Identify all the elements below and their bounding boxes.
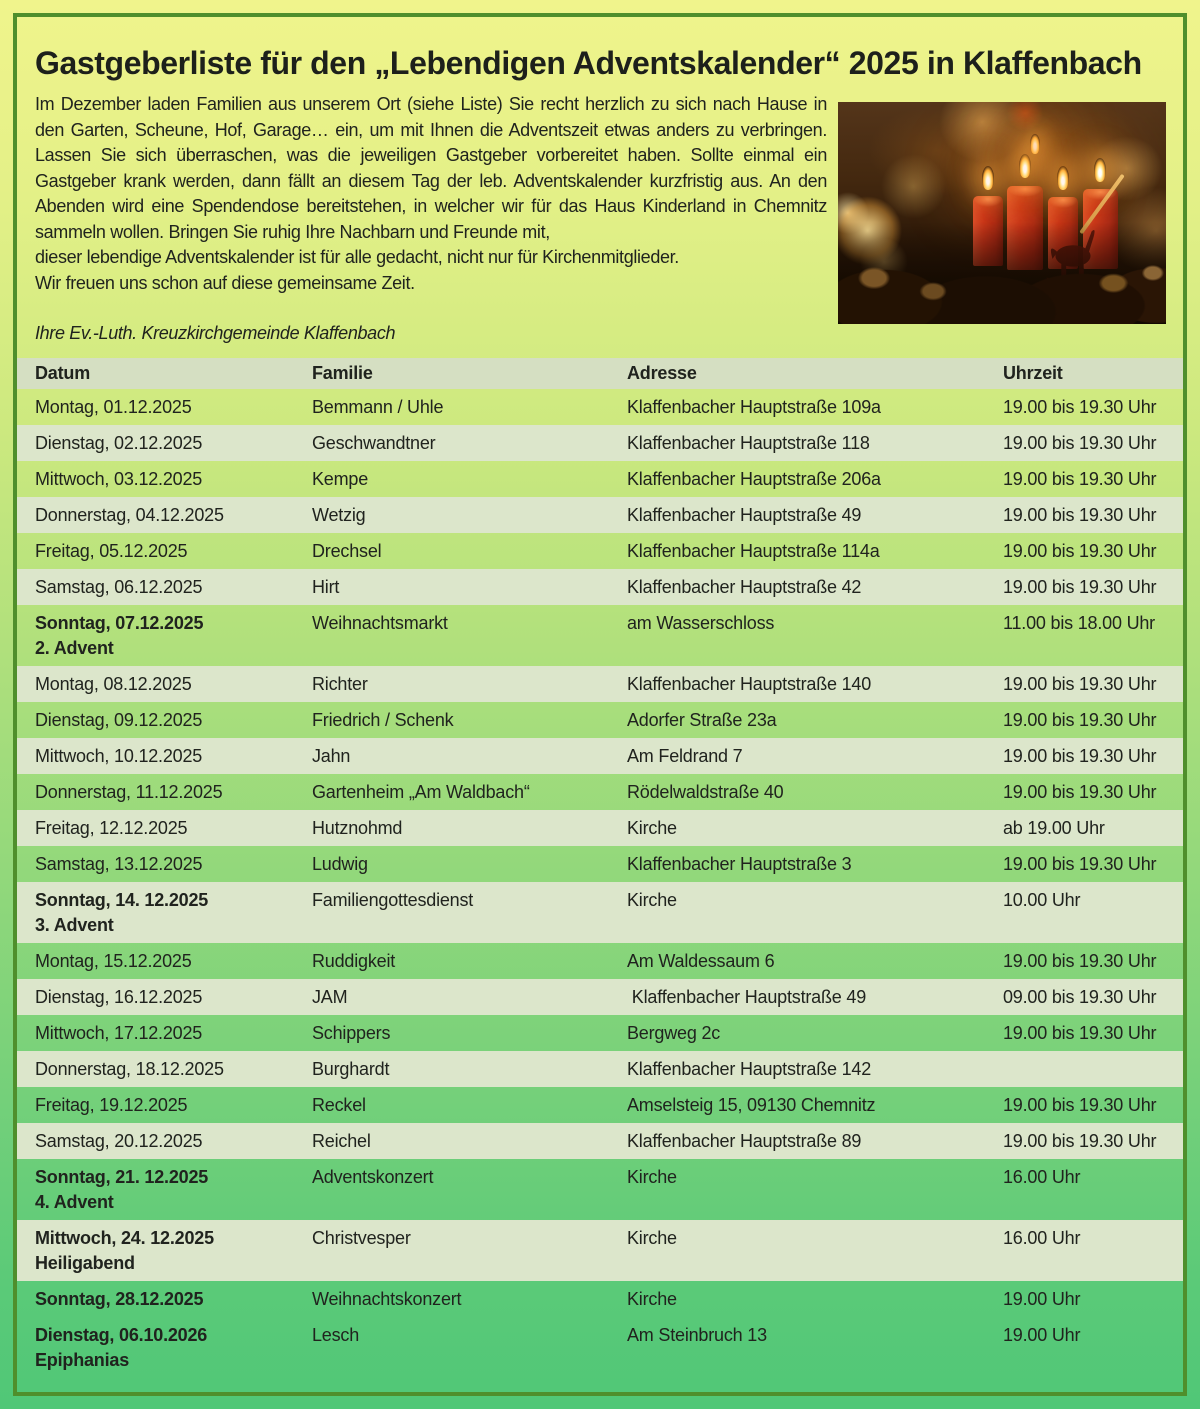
family-cell: Ludwig: [312, 853, 368, 874]
intro-section: [35, 92, 827, 347]
table-row: [17, 569, 1183, 605]
address-cell: Am Steinbruch 13: [627, 1324, 767, 1345]
table-row: [17, 1159, 1183, 1220]
date-cell: Montag, 15.12.2025: [35, 950, 192, 971]
time-cell: 19.00 bis 19.30 Uhr: [1003, 540, 1157, 561]
table-header-row: [17, 358, 1183, 389]
address-cell: Klaffenbacher Hauptstraße 3: [627, 853, 852, 874]
family-cell: Reckel: [312, 1094, 366, 1115]
table-body: [17, 389, 1183, 1378]
time-cell: 09.00 bis 19.30 Uhr: [1003, 986, 1157, 1007]
date-cell: Mittwoch, 03.12.2025: [35, 468, 203, 489]
address-cell: Adorfer Straße 23a: [627, 709, 777, 730]
time-cell: 19.00 bis 19.30 Uhr: [1003, 1094, 1157, 1115]
time-cell: 19.00 bis 19.30 Uhr: [1003, 1130, 1157, 1151]
time-cell: 19.00 bis 19.30 Uhr: [1003, 781, 1157, 802]
address-cell: Kirche: [627, 817, 677, 838]
time-cell: 10.00 Uhr: [1003, 889, 1081, 910]
date-cell: Samstag, 13.12.2025: [35, 853, 203, 874]
family-cell: Geschwandtner: [312, 432, 436, 453]
date-cell: Dienstag, 06.10.2026 Epiphanias: [35, 1324, 208, 1370]
time-cell: [1003, 1057, 1183, 1082]
time-cell: 19.00 bis 19.30 Uhr: [1003, 673, 1157, 694]
time-cell: 11.00 bis 18.00 Uhr: [1003, 612, 1155, 633]
table-row: [17, 389, 1183, 425]
time-cell: 19.00 bis 19.30 Uhr: [1003, 504, 1157, 525]
family-cell: Drechsel: [312, 540, 382, 561]
intro-line-2: dieser lebendige Adventskalender ist für alle gedacht, nicht nur für Kirchenmitglieder.: [35, 247, 679, 267]
family-cell: Burghardt: [312, 1058, 390, 1079]
candle-flame-icon: [982, 166, 994, 190]
header-datum: Datum: [35, 363, 91, 383]
host-table: [17, 358, 1183, 1378]
family-cell: Friedrich / Schenk: [312, 709, 454, 730]
date-cell: Samstag, 06.12.2025: [35, 576, 203, 597]
time-cell: 19.00 bis 19.30 Uhr: [1003, 396, 1157, 417]
table-row: [17, 846, 1183, 882]
header-adresse: Adresse: [627, 363, 697, 383]
table-row: [17, 1015, 1183, 1051]
signature-line: Ihre Ev.-Luth. Kreuzkirchgemeinde Klaffenbach: [35, 323, 396, 343]
candle-flame-icon: [1057, 166, 1069, 190]
family-cell: Christvesper: [312, 1227, 411, 1248]
time-cell: 19.00 bis 19.30 Uhr: [1003, 432, 1157, 453]
address-cell: Bergweg 2c: [627, 1022, 721, 1043]
family-cell: Bemmann / Uhle: [312, 396, 444, 417]
time-cell: ab 19.00 Uhr: [1003, 817, 1105, 838]
time-cell: 19.00 bis 19.30 Uhr: [1003, 745, 1157, 766]
address-cell: Rödelwaldstraße 40: [627, 781, 784, 802]
date-cell: Dienstag, 09.12.2025: [35, 709, 203, 730]
table-row: [17, 1051, 1183, 1087]
address-cell: Kirche: [627, 889, 677, 910]
address-cell: Klaffenbacher Hauptstraße 114a: [627, 540, 880, 561]
table-row: [17, 1123, 1183, 1159]
family-cell: Hirt: [312, 576, 340, 597]
address-cell: Klaffenbacher Hauptstraße 142: [627, 1058, 872, 1079]
date-cell: Donnerstag, 04.12.2025: [35, 504, 224, 525]
date-cell: Freitag, 12.12.2025: [35, 817, 188, 838]
page-title: Gastgeberliste für den „Lebendigen Adventskalender“ 2025 in Klaffenbach: [35, 45, 1142, 82]
family-cell: Jahn: [312, 745, 351, 766]
time-cell: 16.00 Uhr: [1003, 1166, 1081, 1187]
table-row: [17, 774, 1183, 810]
address-cell: Klaffenbacher Hauptstraße 49: [627, 504, 862, 525]
date-cell: Donnerstag, 11.12.2025: [35, 781, 223, 802]
date-cell: Montag, 01.12.2025: [35, 396, 192, 417]
table-row: [17, 810, 1183, 846]
family-cell: Adventskonzert: [312, 1166, 434, 1187]
date-cell: Sonntag, 07.12.2025 2. Advent: [35, 612, 204, 658]
date-cell: Mittwoch, 17.12.2025: [35, 1022, 203, 1043]
date-cell: Sonntag, 28.12.2025: [35, 1288, 204, 1309]
date-cell: Sonntag, 14. 12.2025 3. Advent: [35, 889, 209, 935]
header-uhrzeit: Uhrzeit: [1003, 363, 1063, 383]
address-cell: Klaffenbacher Hauptstraße 49: [627, 986, 867, 1007]
date-cell: Mittwoch, 24. 12.2025 Heiligabend: [35, 1227, 214, 1273]
date-cell: Mittwoch, 10.12.2025: [35, 745, 203, 766]
address-cell: Klaffenbacher Hauptstraße 118: [627, 432, 870, 453]
table-row: [17, 979, 1183, 1015]
family-cell: Wetzig: [312, 504, 366, 525]
family-cell: Ruddigkeit: [312, 950, 396, 971]
wreath-silhouette: [838, 222, 1166, 324]
date-cell: Dienstag, 02.12.2025: [35, 432, 203, 453]
time-cell: 16.00 Uhr: [1003, 1227, 1081, 1248]
time-cell: 19.00 bis 19.30 Uhr: [1003, 1022, 1157, 1043]
family-cell: Richter: [312, 673, 368, 694]
candle-flame-icon: [1094, 158, 1106, 182]
header-familie: Familie: [312, 363, 373, 383]
time-cell: 19.00 Uhr: [1003, 1324, 1081, 1345]
address-cell: Kirche: [627, 1227, 677, 1248]
family-cell: Lesch: [312, 1324, 360, 1345]
address-cell: Klaffenbacher Hauptstraße 206a: [627, 468, 881, 489]
table-row: [17, 497, 1183, 533]
table-row: [17, 1317, 1183, 1378]
table-row: [17, 738, 1183, 774]
intro-paragraph: Im Dezember laden Familien aus unserem Ort (siehe Liste) Sie recht herzlich zu sich nach Hause in den Garten, Scheune, Hof, Garage… ein, um mit Ihnen die Adventszeit etwas anders zu verbringen. Lassen Sie sich überraschen, was die jeweiligen Gastgeber vorbereitet haben. Sollte einmal ein Gastgeber krank werden, dann fällt an diesem Tag der leb. Adventskalender kurzfristig aus. An den Abenden wird eine Spendendose bereitstehen, in welcher wir für das Haus Kinderland in Chemnitz sammeln wollen. Bringen Sie ruhig Ihre Nachbarn und Freunde mit,: [35, 94, 827, 242]
intro-line-3: Wir freuen uns schon auf diese gemeinsame Zeit.: [35, 272, 415, 293]
family-cell: Hutznohmd: [312, 817, 403, 838]
time-cell: 19.00 Uhr: [1003, 1288, 1081, 1309]
table-row: [17, 461, 1183, 497]
table-row: [17, 425, 1183, 461]
family-cell: Gartenheim „Am Waldbach“: [312, 781, 530, 802]
table-row: [17, 702, 1183, 738]
time-cell: 19.00 bis 19.30 Uhr: [1003, 576, 1157, 597]
date-cell: Dienstag, 16.12.2025: [35, 986, 203, 1007]
date-cell: Donnerstag, 18.12.2025: [35, 1058, 224, 1079]
family-cell: Reichel: [312, 1130, 371, 1151]
address-cell: am Wasserschloss: [627, 612, 775, 633]
date-cell: Montag, 08.12.2025: [35, 673, 192, 694]
table-row: [17, 533, 1183, 569]
advent-wreath-photo: [838, 102, 1166, 324]
date-cell: Freitag, 19.12.2025: [35, 1094, 188, 1115]
address-cell: Klaffenbacher Hauptstraße 140: [627, 673, 872, 694]
time-cell: 19.00 bis 19.30 Uhr: [1003, 468, 1157, 489]
family-cell: Weihnachtsmarkt: [312, 612, 448, 633]
address-cell: Am Waldessaum 6: [627, 950, 775, 971]
table-row: [17, 943, 1183, 979]
family-cell: Kempe: [312, 468, 369, 489]
table-row: [17, 1220, 1183, 1281]
table-row: [17, 882, 1183, 943]
address-cell: Am Feldrand 7: [627, 745, 743, 766]
table-row: [17, 605, 1183, 666]
address-cell: Amselsteig 15, 09130 Chemnitz: [627, 1094, 876, 1115]
address-cell: Kirche: [627, 1166, 677, 1187]
family-cell: Weihnachtskonzert: [312, 1288, 462, 1309]
family-cell: Familiengottesdienst: [312, 889, 474, 910]
date-cell: Sonntag, 21. 12.2025 4. Advent: [35, 1166, 209, 1212]
table-row: [17, 1281, 1183, 1317]
address-cell: Klaffenbacher Hauptstraße 89: [627, 1130, 862, 1151]
candle-flame-icon: [1019, 154, 1031, 178]
address-cell: Klaffenbacher Hauptstraße 42: [627, 576, 862, 597]
family-cell: JAM: [312, 986, 348, 1007]
date-cell: Samstag, 20.12.2025: [35, 1130, 203, 1151]
address-cell: Kirche: [627, 1288, 677, 1309]
time-cell: 19.00 bis 19.30 Uhr: [1003, 709, 1157, 730]
date-cell: Freitag, 05.12.2025: [35, 540, 188, 561]
address-cell: Klaffenbacher Hauptstraße 109a: [627, 396, 881, 417]
time-cell: 19.00 bis 19.30 Uhr: [1003, 853, 1157, 874]
time-cell: 19.00 bis 19.30 Uhr: [1003, 950, 1157, 971]
candle-flame-icon: [1030, 134, 1040, 154]
table-row: [17, 1087, 1183, 1123]
table-row: [17, 666, 1183, 702]
family-cell: Schippers: [312, 1022, 391, 1043]
